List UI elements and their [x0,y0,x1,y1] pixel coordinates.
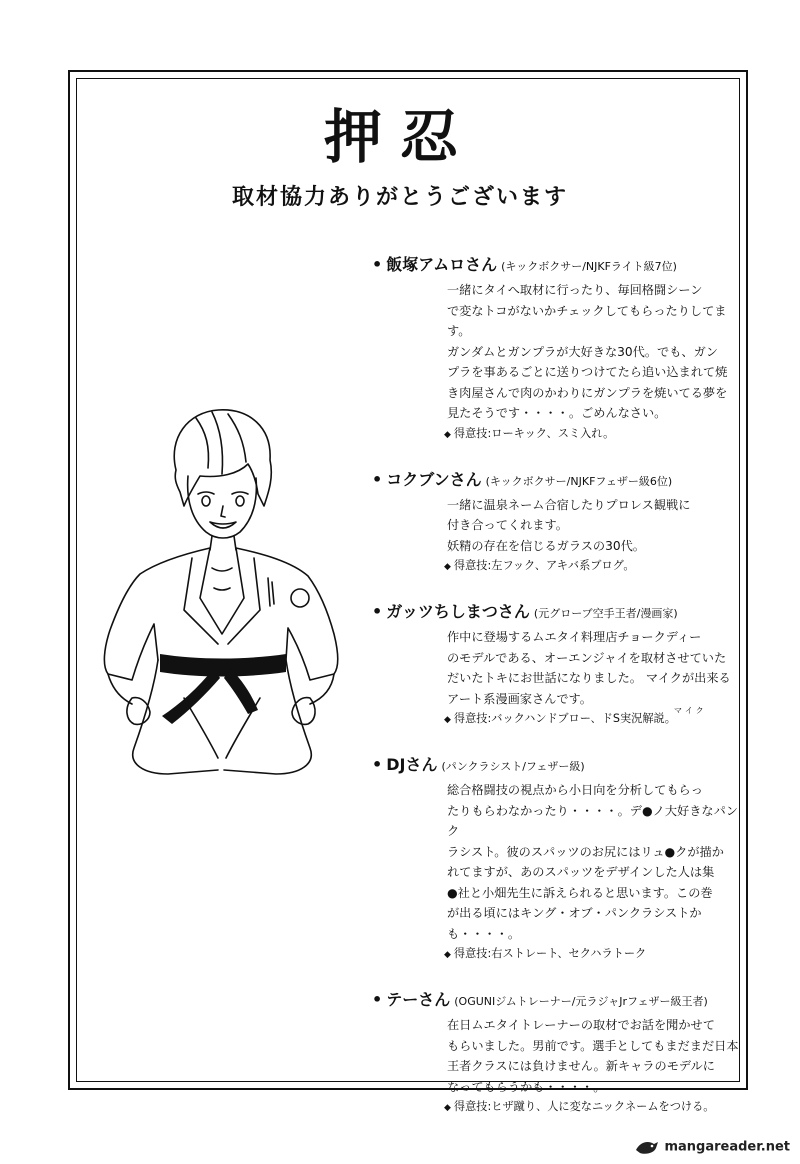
body-line: れてますが、あのスパッツをデザインした人は集 [447,865,715,879]
acknowledgement-list [372,252,742,1118]
body-line: 総合格闘技の視点から小日向を分析してもらっ [447,783,703,797]
entry-body [447,495,739,557]
entry-body [447,1015,739,1097]
entry-skill: ◆ 得意技:左フック、アキバ系ブログ。 [444,559,635,572]
body-line: たりもらわなかったり・・・・。デ●ノ大好きなパンク [447,803,738,838]
body-line: 在日ムエタイトレーナーの取材でお話を聞かせて [447,1018,715,1032]
body-line: き肉屋さんで肉のかわりにガンプラを焼いてる夢を [447,385,728,400]
watermark-text: mangareader.net [664,1139,790,1155]
site-watermark [634,1138,790,1156]
body-line: ●社と小畑先生に訴えられると思います。この巻 [447,885,713,900]
black-belt [160,654,286,677]
body-line: 付き合ってくれます。 [447,518,568,532]
body-line: で変なトコがないかチェックしてもらったりしてます。 [447,303,727,338]
body-line: 一緒にタイへ取材に行ったり、毎回格闘シーン [447,283,703,297]
body-line: だいたトキにお世話になりました。 マイクが出来る [447,671,731,685]
bullet-dot: • [372,255,383,274]
entry-name: 飯塚アムロさん [386,255,498,274]
entry-skill: ◆ 得意技:バックハンドブロー、ドS実況解説。 [444,712,676,725]
entry-info: (OGUNIジムトレーナー/元ラジャJrフェザー級王者) [454,995,708,1008]
entry-tee [372,987,742,1118]
entry-skill: ◆ 得意技:右ストレート、セクハラトーク [444,947,647,960]
entry-skill: ◆ 得意技:ヒザ蹴り、人に変なニックネームをつける。 [444,1100,715,1113]
diamond-icon: ◆ [444,1103,451,1113]
body-line: プラを事あるごとに送りつけてたら追い込まれて焼 [447,365,728,379]
bullet-dot: • [372,990,383,1009]
body-line: もらいました。男前です。選手としてもまだまだ日本 [447,1038,739,1053]
body-line: 見たそうです・・・・。ごめんなさい。 [447,406,667,420]
diamond-icon: ◆ [444,562,451,572]
entry-info: (キックボクサー/NJKFフェザー級6位) [485,474,673,488]
entry-info: (元グローブ空手王者/漫画家) [533,607,678,620]
body-line: 一緒に温泉ネーム合宿したりプロレス観戦に [447,497,691,512]
entry-name: DJさん [386,755,438,774]
body-line: 妖精の存在を信じるガラスの30代。 [447,538,645,553]
entry-name: コクブンさん [386,469,482,489]
body-line: のモデルである、オーエンジャイを取材させていた [447,650,727,665]
entry-name: ガッツちしまつさん [386,602,530,621]
body-line: なってもらうかも・・・・。 [447,1079,606,1094]
karate-figure-illustration [88,398,350,778]
bullet-dot: • [372,602,383,621]
body-line: 王者クラスには負けません。新キャラのモデルに [447,1059,715,1073]
entry-kokubun [372,467,742,578]
entry-skill: ◆ 得意技:ローキック、スミ入れ。 [444,426,615,440]
entry-info: (パンクラシスト/フェザー級) [441,760,585,773]
page-subtitle: 取材協力ありがとうございます [231,184,568,210]
page-title: 押忍 [323,103,476,171]
entry-info: (キックボクサー/NJKFライト級7位) [501,260,677,273]
body-line: ラシスト。彼のスパッツのお尻にはリュ●クが描か [447,844,724,859]
entry-dj [372,752,742,965]
entry-body [447,627,739,709]
diamond-icon: ◆ [444,950,451,960]
body-line: 作中に登場するムエタイ料理店チョークディー [447,630,702,644]
mascot-icon [634,1138,660,1156]
entry-iizuka [372,252,742,445]
body-line: ガンダムとガンプラが大好きな30代。でも、ガン [447,344,718,359]
diamond-icon: ◆ [444,715,451,725]
bullet-dot: • [372,469,383,489]
furigana-ruby: マイク [674,706,707,715]
bullet-dot: • [372,755,383,774]
entry-guts [372,599,742,730]
body-line: が出る頃にはキング・オブ・パンクラシストかも・・・・。 [447,906,702,941]
entry-name: テーさん [386,990,451,1009]
body-line: アート系漫画家さんです。 [447,691,592,706]
entry-body [447,280,739,424]
entry-body [447,780,739,944]
diamond-icon: ◆ [444,429,451,440]
